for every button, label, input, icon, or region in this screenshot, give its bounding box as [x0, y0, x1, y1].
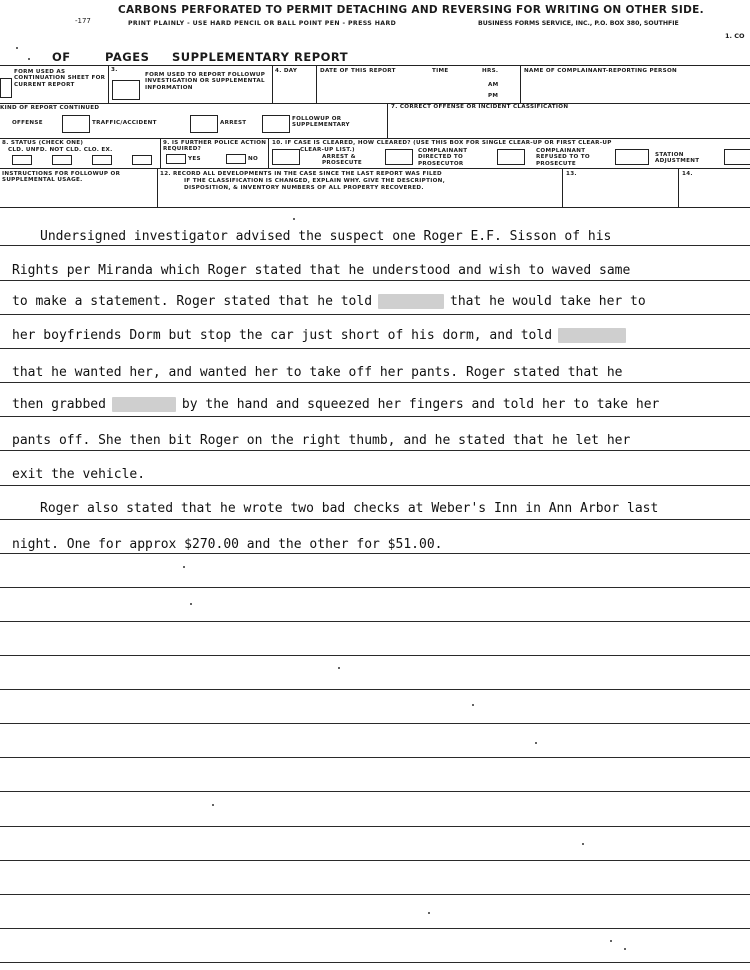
- narrative-line-6b: by the hand and squeezed her fingers and told her to take her: [181, 397, 660, 412]
- narrative-line-6: [12, 397, 659, 412]
- status-options: CLD. UNFD. NOT CLD. CLO. EX.: [8, 147, 113, 153]
- narrative-line-10: night. One for approx $270.00 and the other for $51.00.: [12, 537, 443, 552]
- status-unfd-checkbox[interactable]: [52, 155, 72, 165]
- narrative-line-8: exit the vehicle.: [12, 467, 146, 482]
- narrative-line-4: [12, 328, 632, 343]
- record-label-2: IF THE CLASSIFICATION IS CHANGED, EXPLAIN WHY. GIVE THE DESCRIPTION,: [184, 178, 446, 184]
- traffic-checkbox[interactable]: [190, 115, 218, 133]
- no-label: NO: [248, 156, 259, 162]
- further-yes-checkbox[interactable]: [166, 154, 186, 164]
- narrative-line-1: Undersigned investigator advised the suspect one Roger E.F. Sisson of his: [40, 229, 612, 244]
- traffic-label: TRAFFIC/ACCIDENT: [92, 120, 157, 126]
- complainant-label: NAME OF COMPLAINANT-REPORTING PERSON: [524, 68, 678, 74]
- kind-of-report-label: KIND OF REPORT CONTINUED: [0, 105, 100, 111]
- cont-sheet-label: FORM USED AS CONTINUATION SHEET FOR CURRENT REPORT: [14, 69, 106, 88]
- if-cleared-label: 10. IF CASE IS CLEARED, HOW CLEARED? (USE THIS BOX FOR SINGLE CLEAR-UP OR FIRST CLEAR-UP: [272, 140, 612, 146]
- corner-number: 1. CO: [725, 32, 745, 40]
- station-adj-label: STATION ADJUSTMENT: [655, 152, 700, 165]
- followup-checkbox[interactable]: [112, 80, 140, 100]
- record-label: 12. RECORD ALL DEVELOPMENTS IN THE CASE SINCE THE LAST REPORT WAS FILED: [160, 171, 442, 177]
- narrative-line-7: pants off. She then bit Roger on the right thumb, and he stated that he let her: [12, 433, 631, 448]
- narrative-line-6a: then grabbed: [12, 397, 106, 412]
- arrest-prosecute-checkbox[interactable]: [272, 149, 300, 165]
- title-of: OF: [52, 50, 71, 64]
- am-label: AM: [488, 82, 499, 88]
- offense-label: OFFENSE: [12, 120, 43, 126]
- yes-label: YES: [188, 156, 201, 162]
- comp-directed-label: COMPLAINANT DIRECTED TO PROSECUTOR: [418, 148, 468, 167]
- record-label-3: DISPOSITION, & INVENTORY NUMBERS OF ALL PROPERTY RECOVERED.: [184, 185, 424, 191]
- time-label: TIME: [432, 68, 449, 74]
- station-adj-checkbox[interactable]: [615, 149, 649, 165]
- instructions-label: INSTRUCTIONS FOR FOLLOWUP OR SUPPLEMENTAL USAGE.: [2, 171, 121, 184]
- offense-checkbox[interactable]: [62, 115, 90, 133]
- redaction-block: [378, 294, 444, 309]
- narrative-line-3b: that he would take her to: [450, 294, 646, 309]
- title-pages: PAGES: [105, 50, 150, 64]
- comp-refused-checkbox[interactable]: [497, 149, 525, 165]
- page-title: SUPPLEMENTARY REPORT: [172, 50, 349, 64]
- narrative-line-2: Rights per Miranda which Roger stated that he understood and wish to waved same: [12, 263, 631, 278]
- narrative-line-3: [12, 294, 646, 309]
- narrative-line-9: Roger also stated that he wrote two bad checks at Weber's Inn in Ann Arbor last: [40, 501, 659, 516]
- status-clo-ex-checkbox[interactable]: [132, 155, 152, 165]
- status-not-cld-checkbox[interactable]: [92, 155, 112, 165]
- box14-label: 14.: [682, 171, 693, 177]
- carbons-header: CARBONS PERFORATED TO PERMIT DETACHING AND REVERSING FOR WRITING ON OTHER SIDE.: [118, 4, 704, 16]
- pm-label: PM: [488, 93, 499, 99]
- correct-offense-label: 7. CORRECT OFFENSE OR INCIDENT CLASSIFICATION: [391, 104, 569, 110]
- box13-label: 13.: [566, 171, 577, 177]
- cont-sheet-checkbox[interactable]: [0, 78, 12, 98]
- followup-label: FORM USED TO REPORT FOLLOWUP INVESTIGATION OR SUPPLEMENTAL INFORMATION: [145, 72, 266, 91]
- redaction-block: [558, 328, 626, 343]
- form-number: -177: [75, 17, 91, 25]
- status-label: 8. STATUS (CHECK ONE): [2, 140, 84, 146]
- hrs-label: HRS.: [482, 68, 499, 74]
- print-instructions: PRINT PLAINLY - USE HARD PENCIL OR BALL POINT PEN - PRESS HARD: [128, 20, 397, 27]
- clearup-list-label: CLEAR-UP LIST.): [300, 147, 355, 153]
- status-cld-checkbox[interactable]: [12, 155, 32, 165]
- day-label: 4. DAY: [275, 68, 298, 74]
- arrest-prosecute-label: ARREST & PROSECUTE: [322, 154, 362, 167]
- arrest-label: ARREST: [220, 120, 247, 126]
- date-of-report-label: DATE OF THIS REPORT: [320, 68, 396, 74]
- narrative-line-3a: to make a statement. Roger stated that he told: [12, 294, 373, 309]
- comp-refused-label: COMPLAINANT REFUSED TO TO PROSECUTE: [536, 148, 590, 167]
- further-action-label: 9. IS FURTHER POLICE ACTION REQUIRED?: [163, 140, 267, 153]
- narrative-line-4a: her boyfriends Dorm but stop the car just short of his dorm, and told: [12, 328, 553, 343]
- extra-clearup-checkbox[interactable]: [724, 149, 750, 165]
- further-no-checkbox[interactable]: [226, 154, 246, 164]
- redaction-block: [112, 397, 176, 412]
- comp-directed-checkbox[interactable]: [385, 149, 413, 165]
- box3-number: 3.: [111, 67, 118, 73]
- followup-supp-label: FOLLOWUP OR SUPPLEMENTARY: [292, 116, 350, 129]
- arrest-checkbox[interactable]: [262, 115, 290, 133]
- narrative-line-5: that he wanted her, and wanted her to take off her pants. Roger stated that he: [12, 365, 623, 380]
- vendor-line: BUSINESS FORMS SERVICE, INC., P.O. BOX 380, SOUTHFIE: [478, 20, 679, 27]
